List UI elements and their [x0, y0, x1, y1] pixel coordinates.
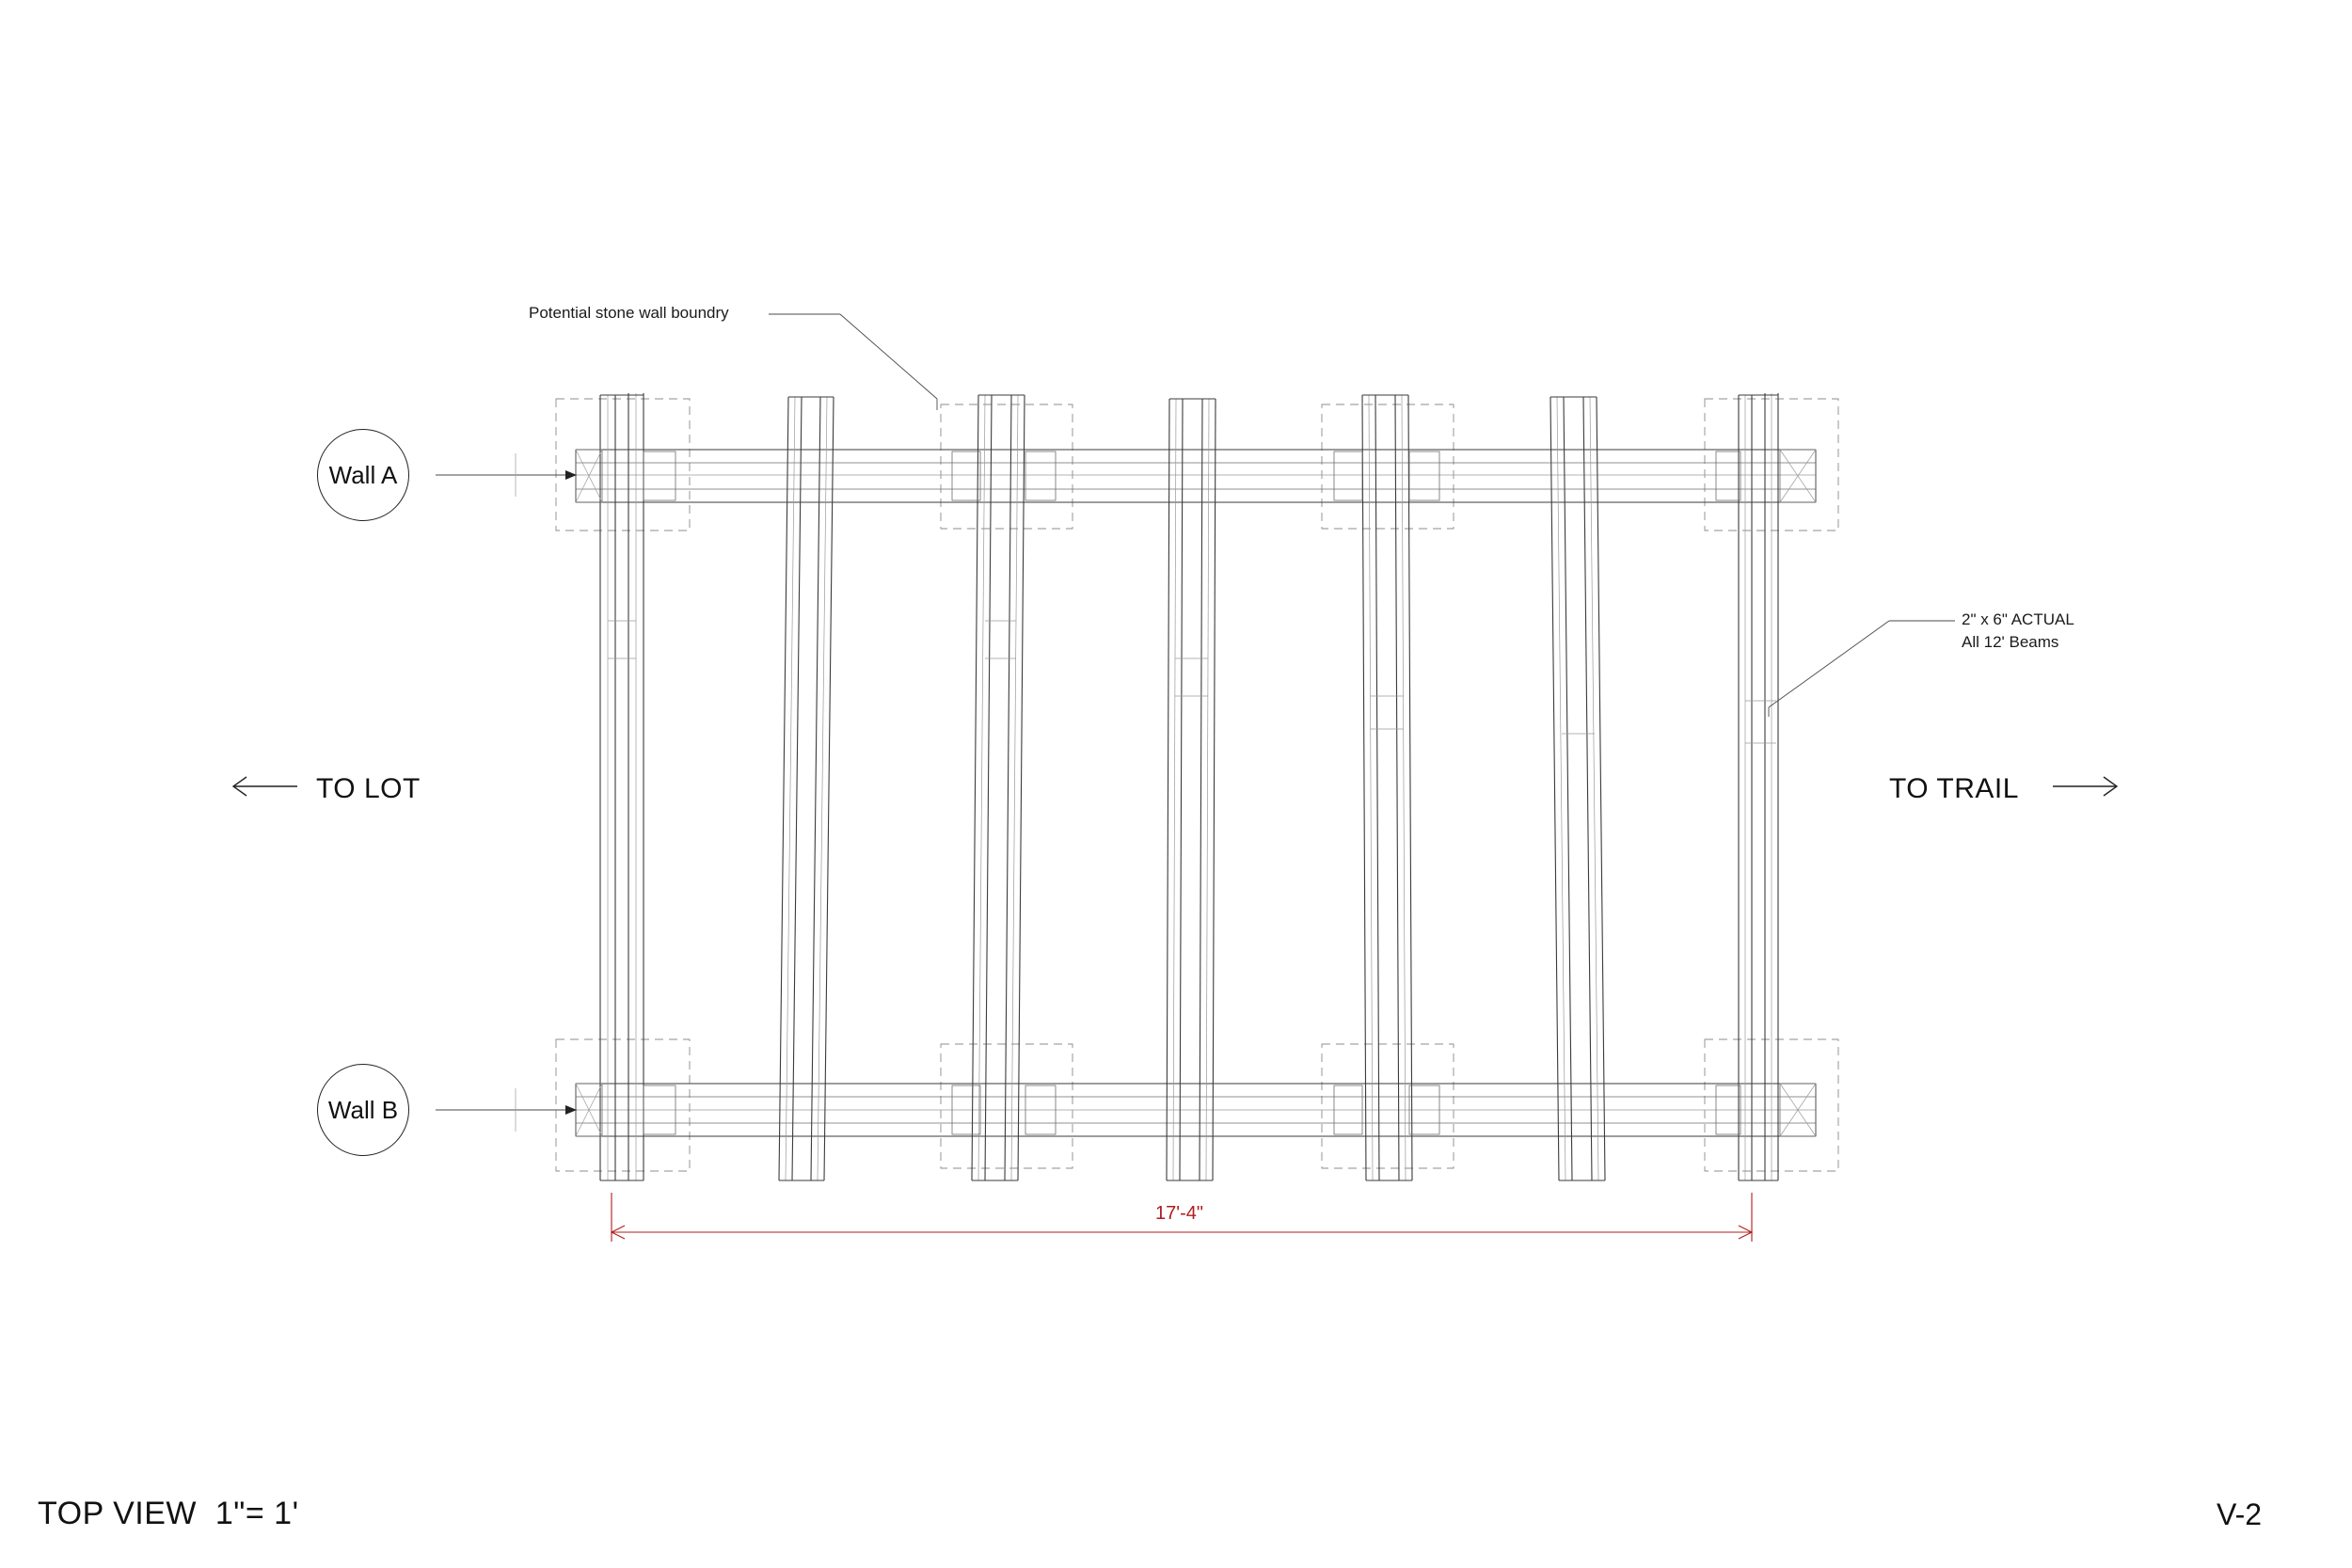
wall-tag-b-label: Wall B — [327, 1095, 399, 1124]
rafter-column-5 — [1362, 395, 1412, 1180]
wall-tag-a-label: Wall A — [328, 460, 398, 489]
wall-b-footing-boxes — [556, 1039, 1838, 1171]
wall-tag-a[interactable] — [317, 429, 409, 521]
rafter-detail-hatching — [608, 621, 1776, 743]
rafter-column-2 — [779, 397, 834, 1180]
sheet-number: V-2 — [2217, 1497, 2263, 1531]
rafter-column-4 — [1167, 399, 1216, 1180]
direction-arrows — [233, 777, 2117, 796]
stone-wall-leader — [769, 314, 937, 410]
overall-dimension-label: 17'-4" — [1155, 1203, 1203, 1224]
sheet-title: TOP VIEW 1"= 1' — [38, 1496, 299, 1531]
beam-note-line-1: 2" x 6" ACTUAL — [1962, 610, 2074, 628]
wall-a-beam-band — [576, 450, 1816, 502]
wall-tag-b[interactable] — [317, 1064, 409, 1156]
beam-note-line-2: All 12' Beams — [1962, 633, 2059, 651]
wall-a-footing-boxes — [556, 399, 1838, 531]
stone-wall-note: Potential stone wall boundry — [529, 304, 729, 322]
beam-note-leader — [1769, 621, 1955, 717]
rafter-column-6 — [1550, 397, 1605, 1180]
direction-label-right: TO TRAIL — [1889, 773, 2019, 804]
rafter-column-1 — [600, 393, 644, 1180]
rafter-column-7 — [1739, 393, 1778, 1180]
wall-b-beam-band — [576, 1084, 1816, 1136]
wall-a-connectors — [576, 450, 1816, 502]
wall-tag-leaders — [436, 453, 577, 1132]
direction-label-left: TO LOT — [316, 773, 421, 804]
rafter-column-3 — [972, 395, 1025, 1180]
